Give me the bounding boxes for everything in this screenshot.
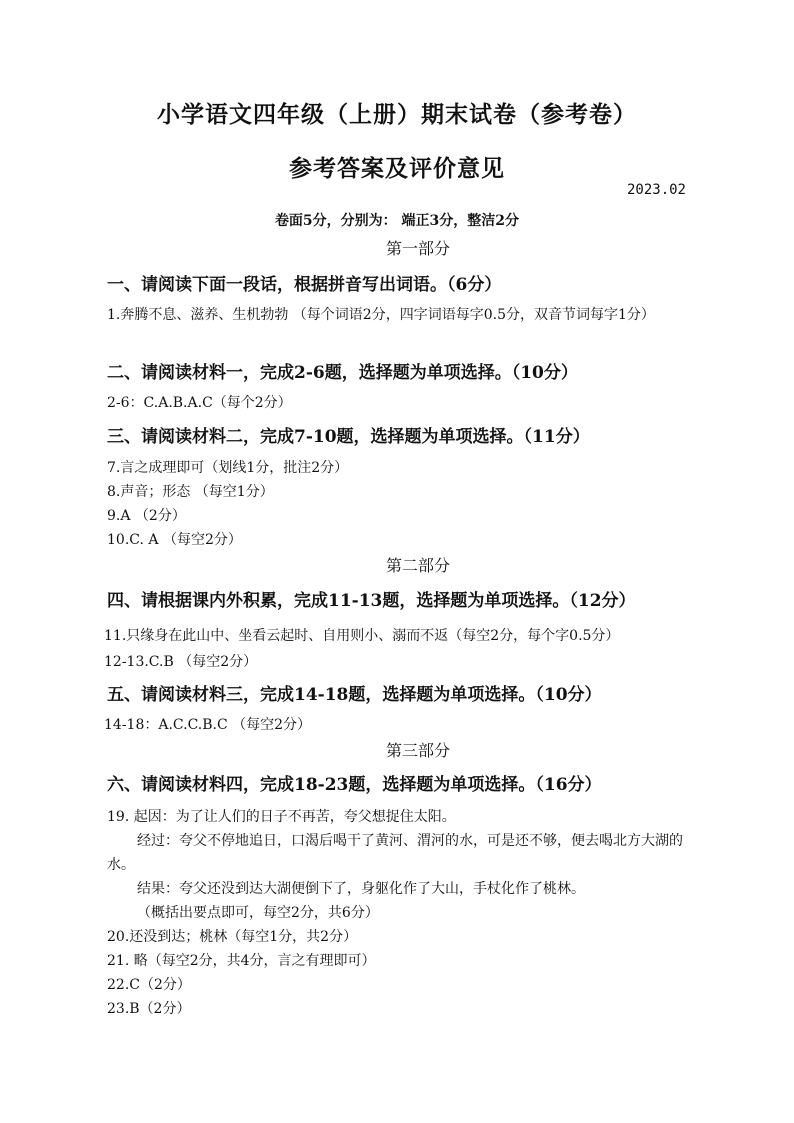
answer-19-cause: 19. 起因：为了让人们的日子不再苦，夸父想捉住太阳。 <box>107 809 456 825</box>
answer-10: 10.C. A （每空2分） <box>107 532 242 548</box>
answer-9: 9.A （2分） <box>107 508 186 524</box>
answer-19-process: 经过：夸父不停地追日，口渴后喝干了黄河、渭河的水，可是还不够，便去喝北方大湖的水。 <box>107 833 683 873</box>
part-heading-2: 第二部分 <box>385 556 450 575</box>
answer-23: 23.B（2分） <box>107 1001 191 1017</box>
neatness-note: 卷面5分，分别为： 端正3分，整洁2分 <box>274 213 520 229</box>
section-heading-1: 一、请阅读下面一段话，根据拼音写出词语。（6分） <box>107 275 502 295</box>
answer-11: 11.只缘身在此山中、坐看云起时、自用则小、溺而不返（每空2分，每个字0.5分） <box>104 628 620 644</box>
date-label: 2023.02 <box>626 182 686 198</box>
section-heading-4: 四、请根据课内外积累，完成11-13题，选择题为单项选择。（12分） <box>107 591 636 611</box>
page-title: 小学语文四年级（上册）期末试卷（参考卷） <box>157 101 637 128</box>
section-heading-2: 二、请阅读材料一，完成2-6题，选择题为单项选择。（10分） <box>107 363 578 383</box>
answer-21: 21. 略（每空2分，共4分，言之有理即可） <box>107 953 376 969</box>
answer-8: 8.声音；形态 （每空1分） <box>107 484 274 500</box>
answer-19-result: 结果：夸父还没到达大湖便倒下了，身躯化作了大山，手杖化作了桃林。 <box>137 881 585 897</box>
answer-7: 7.言之成理即可（划线1分，批注2分） <box>107 460 349 476</box>
answer-22: 22.C（2分） <box>107 977 191 993</box>
section-heading-3: 三、请阅读材料二，完成7-10题，选择题为单项选择。（11分） <box>107 427 590 447</box>
answer-1: 1.奔腾不息、滋养、生机勃勃 （每个词语2分，四字词语每字0.5分，双音节词每字1分） <box>107 307 655 323</box>
part-heading-3: 第三部分 <box>385 741 450 760</box>
page-subtitle: 参考答案及评价意见 <box>289 155 505 182</box>
answer-2-6: 2-6：C.A.B.A.C（每个2分） <box>107 395 292 411</box>
section-heading-5: 五、请阅读材料三，完成14-18题，选择题为单项选择。（10分） <box>107 685 602 705</box>
section-heading-6: 六、请阅读材料四，完成18-23题，选择题为单项选择。（16分） <box>107 775 602 795</box>
answer-19-scoring: （概括出要点即可，每空2分，共6分） <box>137 905 379 921</box>
answer-12-13: 12-13.C.B （每空2分） <box>104 654 258 670</box>
answer-14-18: 14-18：A.C.C.B.C （每空2分） <box>104 717 312 733</box>
part-heading-1: 第一部分 <box>385 239 450 258</box>
answer-20: 20.还没到达；桃林（每空1分，共2分） <box>107 929 358 945</box>
